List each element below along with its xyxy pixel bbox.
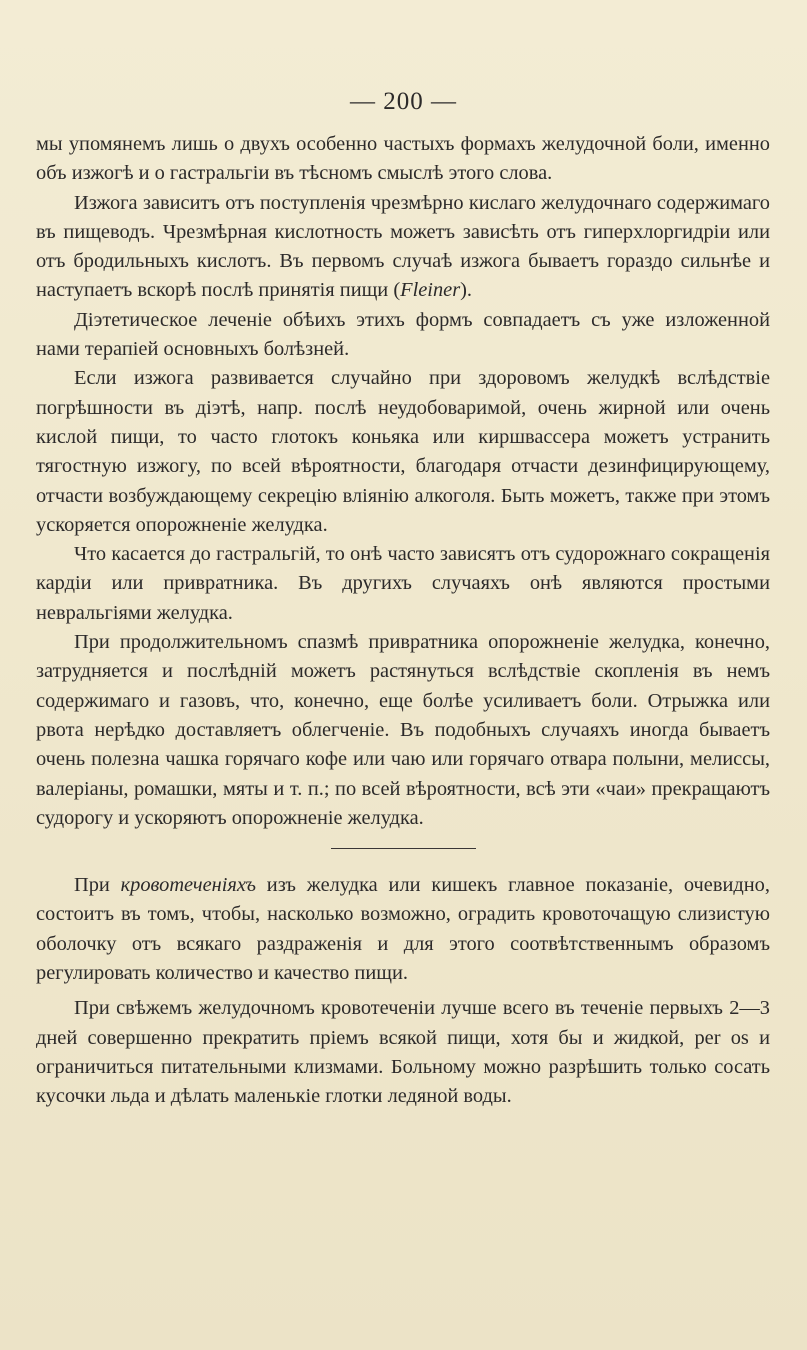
paragraph-text: Изжога зависитъ отъ поступленiя чрезмѣрно кислаго желудочнаго содержимаго въ пищеводъ. Чрезмѣрная кислотность можетъ зависѣть отъ гиперхлоргидрiи или отъ бродильныхъ кислотъ. Въ первомъ случаѣ изжога бываетъ гораздо сильнѣе и наступаетъ вскорѣ послѣ принятiя пищи ( — [36, 191, 770, 302]
paragraph: Что касается до гастральгiй, то онѣ часто зависятъ отъ судорожнаго сокращенiя кардiи или привратника. Въ другихъ случаяхъ онѣ являются простыми невральгiями желудка. — [36, 543, 770, 624]
page-text — [36, 130, 770, 1118]
paragraph: При продолжительномъ спазмѣ привратника опорожненiе желудка, конечно, затрудняется и послѣднiй можетъ растянуться вслѣдствiе скопленiя въ немъ содержимаго и газовъ, что, конечно, еще болѣе усиливаетъ боли. Отрыжка или рвота нерѣдко доставляетъ облегченiе. Въ подобныхъ случаяхъ иногда бываетъ очень полезна чашка горячаго кофе или чаю или горячаго отвара полыни, мелиссы, валерiаны, ромашки, мяты и т. п.; по всей вѣроятности, всѣ эти «чаи» прекращаютъ судорогу и ускоряютъ опорожненiе желудка. — [36, 631, 770, 829]
page-number: — 200 — — [350, 88, 457, 115]
paragraph — [36, 871, 770, 988]
paragraph: При свѣжемъ желудочномъ кровотеченiи лучше всего въ теченiе первыхъ 2—3 дней совершенно прекратить прiемъ всякой пищи, хотя бы и жидкой, per os и ограничиться питательными клизмами. Больному можно разрѣшить только сосать кусочки льда и дѣлать маленькiе глотки ледяной воды. — [36, 997, 770, 1108]
section-divider — [331, 848, 476, 849]
paragraph: Дiэтетическое леченiе обѣихъ этихъ формъ совпадаетъ съ уже изложенной нами терапiей основныхъ болѣзней. — [36, 308, 770, 361]
section-hemorrhage — [36, 871, 770, 1111]
section-heartburn-gastralgia — [36, 130, 770, 833]
paragraph-text: При — [74, 874, 121, 897]
paragraph — [36, 189, 770, 306]
emphasized-term: кровотеченiяхъ — [120, 874, 257, 897]
paragraph: Если изжога развивается случайно при здоровомъ желудкѣ вслѣдствiе погрѣшности въ дiэтѣ, напр. послѣ неудобоваримой, очень жирной или очень кислой пищи, то часто глотокъ коньяка или киршвассера можетъ устранить тягостную изжогу, по всей вѣроятности, благодаря отчасти дезинфицирующему, отчасти возбуждающему секрецiю влiянiю алкоголя. Быть можетъ, также при этомъ ускоряется опорожненiе желудка. — [36, 367, 770, 536]
paragraph-text: ). — [460, 279, 473, 302]
paragraph: мы упомянемъ лишь о двухъ особенно частыхъ формахъ желудочной боли, именно объ изжогѣ и о гастральгiи въ тѣсномъ смыслѣ этого слова. — [36, 133, 770, 185]
author-name: Fleiner — [400, 279, 461, 302]
paragraph-text: изъ желудка или кишекъ главное показанiе, очевидно, состоитъ въ томъ, чтобы, насколько возможно, оградить кровоточащую слизистую оболочку отъ всякаго раздраженiя и для этого соотвѣтственнымъ образомъ регулировать количество и качество пищи. — [36, 874, 770, 985]
